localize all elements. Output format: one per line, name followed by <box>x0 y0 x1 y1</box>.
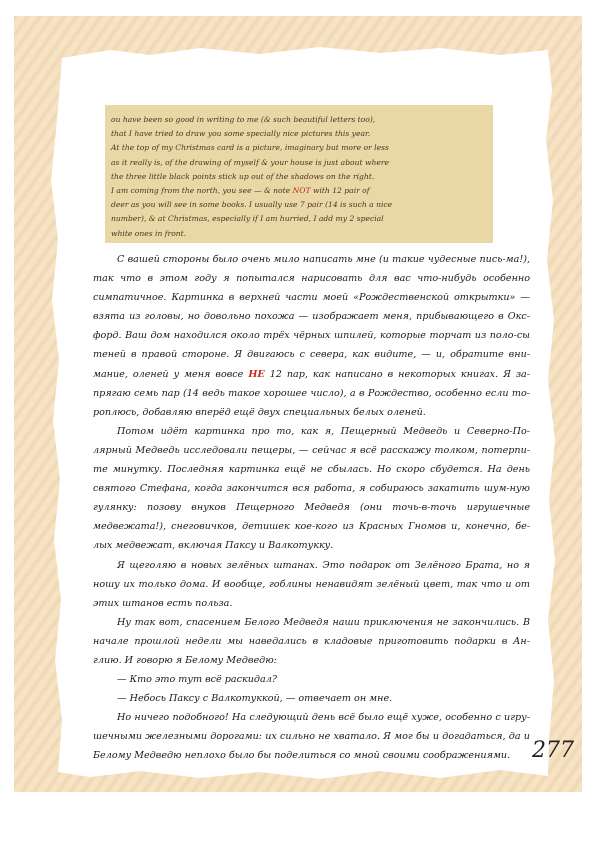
dialogue-line: — Кто это тут всё раскидал? <box>117 674 277 686</box>
manuscript-letter-image <box>105 105 493 243</box>
paragraph: Я щеголяю в новых зелёных штанах. Это подарок от Зелёного Брата, но я ношу их только дома. И вообще, гоблины ненавидят зелёный цвет, так что и от этих штанов есть польза. <box>93 559 530 609</box>
paragraph <box>93 250 530 422</box>
emphasis-red-word: НЕ <box>248 368 265 380</box>
manuscript-line: At the top of my Christmas card is a picture, imaginary but more or less <box>111 143 389 153</box>
paragraph-text: С вашей стороны было очень мило написать мне (и такие чудесные пись-ма!), так что в этом году я попытался нарисовать для вас что-нибудь особенно симпатичное. Картинка в верхней части моей «Рождественской открытки» — взята из головы, но довольно похожа — изображает меня, прибывающего в Окс-форд. Ваш дом находился около трёх чёрных шпилей, которые торчат из поло-сы теней в правой стороне. Я двигаюсь с севера, как видите, — и, обратите вни-мание, оленей у меня вовсе <box>93 254 530 380</box>
manuscript-line: that I have tried to draw you some specially nice pictures this year. <box>111 129 371 139</box>
manuscript-line: ou have been so good in writing to me (& such beautiful letters too), <box>111 115 376 124</box>
manuscript-line: deer as you will see in some books. I usually use 7 pair (14 is such a nice <box>111 200 393 210</box>
page-number: 277 <box>532 738 574 763</box>
manuscript-line: I am coming from the north, you see — & note NOT with 12 pair of <box>111 186 370 196</box>
manuscript-line: the three little black points stick up out of the shadows on the right. <box>111 171 375 181</box>
dialogue-line: — Небось Паксу с Валкотуккой, — отвечает он мне. <box>117 693 393 705</box>
manuscript-line: number), & at Christmas, especially if I am hurried, I add my 2 special <box>111 214 384 224</box>
paragraph: Ну так вот, спасением Белого Медведя наши приключения не закончились. В начале прошлой недели мы наведались в кладовые приготовить подарки в Ан-глию. И говорю я Белому Медведю: <box>93 616 530 666</box>
paragraph-text: 12 пар, как написано в некоторых книгах. Я за-прягаю семь пар (14 ведь такое хорошее число), а в Рождество, особенно если то-роплюсь, добавляю вперёд ещё двух специальных белых оленей. <box>93 368 531 418</box>
paragraph: Но ничего подобного! На следующий день всё было ещё хуже, особенно с игру-шечными железными дорогами: их сильно не хватало. Я мог бы и догадаться, да и Белому Медведю неплохо было бы поделиться со мной своими соображениями. <box>93 712 530 762</box>
manuscript-line: as it really is, of the drawing of myself & your house is just about where <box>111 157 389 167</box>
manuscript-line: white ones in front. <box>111 228 187 238</box>
paragraph: Потом идёт картинка про то, как я, Пещерный Медведь и Северно-По-лярный Медведь исследовали пещеры, — сейчас я всё расскажу толком, потерпи-те минутку. Последняя картинка ещё не сбылась. Но скоро сбудется. На день святого Стефана, когда закончится вся работа, я собираюсь закатить шум-ную гулянку: позову внуков Пещерного Медведя (они точь-в-точь игрушечные медвежата!), снеговичков, детишек кое-кого из Красных Гномов и, конечно, бе-лых медвежат, включая Паксу и Валкотукку. <box>93 425 530 552</box>
letter-translation <box>93 250 530 766</box>
manuscript-red-word: NOT <box>292 186 311 196</box>
handwritten-letter <box>111 113 487 241</box>
